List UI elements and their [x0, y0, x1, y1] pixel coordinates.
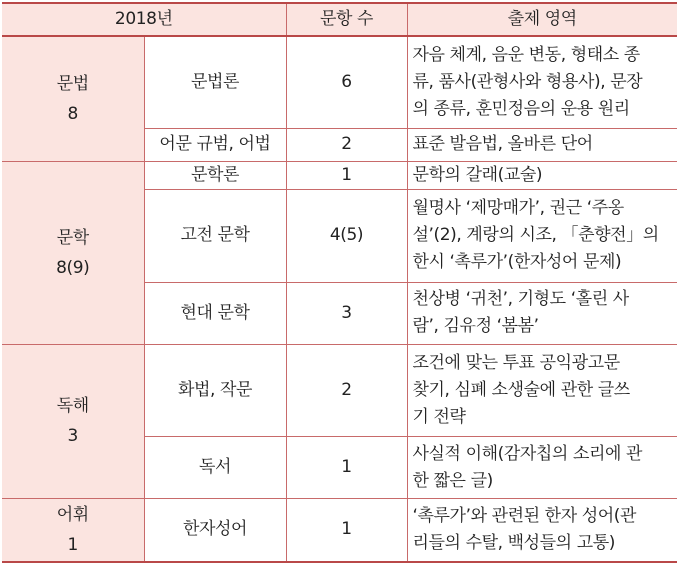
area-text-line: 천상병 ‘귀천’, 기형도 ‘홀린 사: [412, 289, 629, 310]
question-count-cell: 1: [286, 161, 407, 190]
question-area-cell: [407, 161, 677, 190]
area-text-line: 조건에 맞는 투표 공익광고문: [412, 353, 620, 374]
subcategory-cell: 한자성어: [144, 498, 286, 562]
area-text-line: 월명사 ‘제망매가’, 권근 ‘주옹: [412, 198, 624, 219]
subcategory-cell: 문학론: [144, 161, 286, 190]
question-count-cell: 2: [286, 345, 407, 437]
area-text-line: 람’, 김유정 ‘봄봄’: [412, 316, 539, 337]
question-count-cell: 4(5): [286, 190, 407, 282]
category-count: 8(9): [56, 257, 90, 278]
category-cell: [2, 36, 144, 161]
question-area-cell: [407, 128, 677, 161]
subcategory-cell: 화법, 작문: [144, 345, 286, 437]
category-count: 8: [67, 103, 78, 124]
area-text-line: 류, 품사(관형사와 형용사), 문장: [412, 71, 643, 92]
area-text-line: 기 전략: [412, 407, 466, 428]
area-text-line: 자음 체계, 음운 변동, 형태소 종: [412, 44, 640, 65]
question-area-cell: [407, 498, 677, 562]
question-count-cell: 3: [286, 282, 407, 345]
question-area-cell: [407, 190, 677, 282]
area-text-line: 한 짧은 글): [412, 470, 493, 491]
category-cell: [2, 498, 144, 562]
area-text-line: 사실적 이해(감자칩의 소리에 관: [412, 443, 643, 464]
question-count-cell: 1: [286, 437, 407, 499]
question-count-cell: 1: [286, 498, 407, 562]
area-text-line: 찾기, 심폐 소생술에 관한 글쓰: [412, 380, 630, 401]
category-name: 독해: [56, 396, 89, 417]
subcategory-cell: 독서: [144, 437, 286, 499]
area-text-line: 표준 발음법, 올바른 단어: [412, 134, 593, 155]
subcategory-cell: 고전 문학: [144, 190, 286, 282]
subcategory-cell: 어문 규범, 어법: [144, 128, 286, 161]
category-name: 문학: [56, 227, 89, 248]
category-name: 어휘: [56, 504, 89, 525]
area-text-line: 한시 ‘촉루가’(한자성어 문제): [412, 252, 622, 273]
question-area-cell: [407, 282, 677, 345]
header-year: 2018년: [2, 3, 286, 36]
area-text-line: 리들의 수탈, 백성들의 고통): [412, 532, 615, 553]
category-name: 문법: [56, 73, 89, 94]
table-row: [2, 36, 677, 128]
area-text-line: 설’(2), 계랑의 시조, 「춘향전」의: [412, 225, 659, 246]
table-row: [2, 498, 677, 562]
area-text-line: ‘촉루가’와 관련된 한자 성어(관: [412, 505, 637, 526]
exam-analysis-table: [2, 2, 677, 563]
category-cell: [2, 161, 144, 345]
question-area-cell: [407, 437, 677, 499]
subcategory-cell: 현대 문학: [144, 282, 286, 345]
table-row: [2, 345, 677, 437]
header-question-count: 문항 수: [286, 3, 407, 36]
category-cell: [2, 345, 144, 499]
question-count-cell: 6: [286, 36, 407, 128]
subcategory-cell: 문법론: [144, 36, 286, 128]
area-text-line: 문학의 갈래(교술): [412, 164, 543, 185]
question-area-cell: [407, 345, 677, 437]
category-count: 1: [67, 534, 78, 555]
header-question-area: 출제 영역: [407, 3, 677, 36]
header-row: [2, 3, 677, 36]
area-text-line: 의 종류, 훈민정음의 운용 원리: [412, 98, 630, 119]
question-area-cell: [407, 36, 677, 128]
question-count-cell: 2: [286, 128, 407, 161]
category-count: 3: [67, 426, 78, 447]
table-row: [2, 161, 677, 190]
